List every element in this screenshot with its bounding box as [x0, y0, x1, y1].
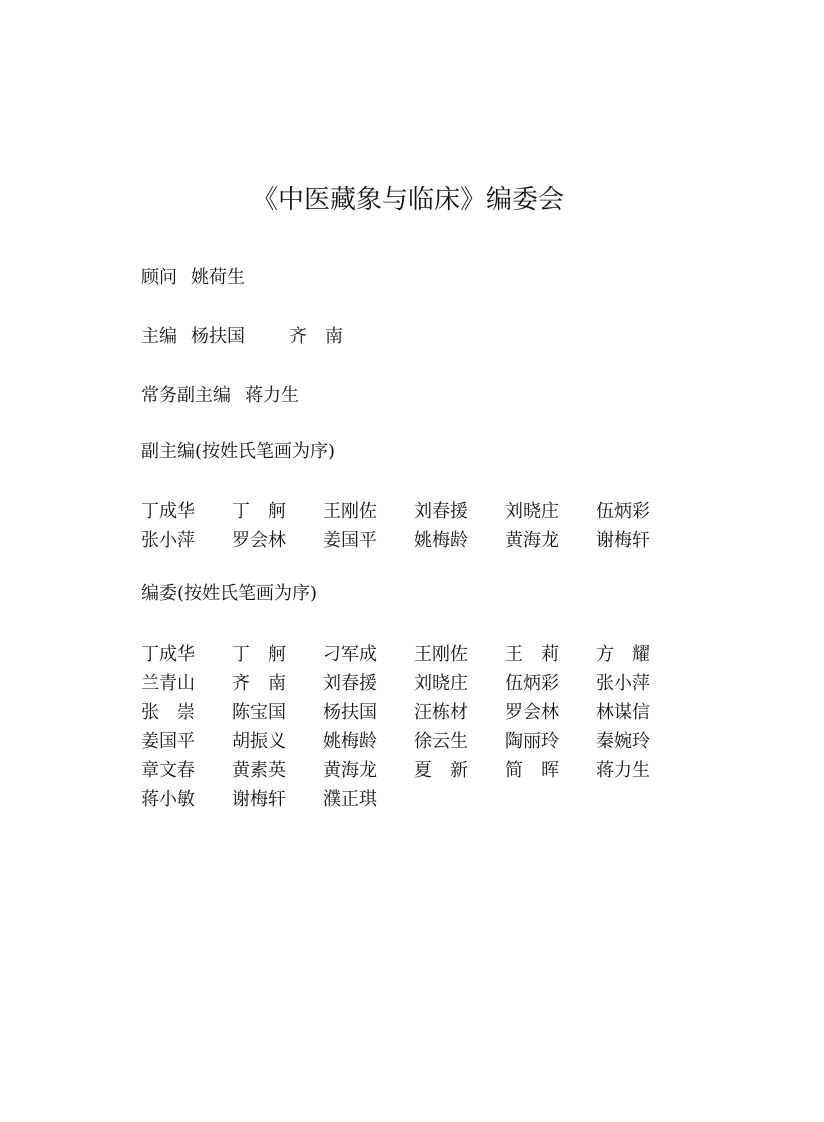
name-row: [141, 756, 687, 785]
name-cell: 秦婉玲: [596, 731, 650, 752]
executive-deputy-label: 常务副主编: [141, 385, 231, 406]
name-cell: 陶丽玲: [505, 731, 559, 752]
name-cell: 杨扶国: [323, 702, 377, 723]
name-row: [141, 727, 687, 756]
name-cell: 伍炳彩: [505, 673, 559, 694]
editorial-board-list: [141, 640, 687, 814]
deputy-editors-heading: 副主编(按姓氏笔画为序): [141, 441, 336, 462]
name-row: [141, 785, 687, 814]
name-cell: 兰青山: [141, 673, 195, 694]
name-cell: 黄海龙: [505, 530, 559, 551]
name-cell: 刘晓庄: [505, 501, 559, 522]
name-cell: 刘春援: [414, 501, 468, 522]
name-cell: 夏 新: [414, 760, 468, 781]
name-cell: 章文春: [141, 760, 195, 781]
name-cell: 林谋信: [596, 702, 650, 723]
name-cell: 齐 南: [232, 673, 286, 694]
name-row: [141, 669, 687, 698]
name-cell: 姜国平: [323, 530, 377, 551]
name-row: [141, 698, 687, 727]
name-cell: 姚梅龄: [323, 731, 377, 752]
chief-editor-name: 齐 南: [289, 326, 343, 347]
name-row: [141, 497, 687, 526]
name-cell: 简 晖: [505, 760, 559, 781]
name-cell: 刁军成: [323, 644, 377, 665]
name-cell: 张小萍: [141, 530, 195, 551]
name-cell: 丁成华: [141, 644, 195, 665]
advisor-line: [141, 266, 245, 290]
name-cell: 徐云生: [414, 731, 468, 752]
deputy-editors-list: [141, 497, 687, 555]
name-cell: 谢梅轩: [596, 530, 650, 551]
executive-deputy-name: 蒋力生: [245, 385, 299, 406]
name-cell: 姜国平: [141, 731, 195, 752]
name-row: [141, 526, 687, 555]
name-cell: 罗会林: [232, 530, 286, 551]
advisor-label: 顾问: [141, 267, 177, 288]
name-cell: 刘晓庄: [414, 673, 468, 694]
name-cell: 罗会林: [505, 702, 559, 723]
name-cell: 濮正琪: [323, 789, 377, 810]
name-cell: 黄海龙: [323, 760, 377, 781]
editorial-board-heading: 编委(按姓氏笔画为序): [141, 583, 318, 604]
executive-deputy-line: [141, 384, 299, 408]
chief-editor-line: [141, 325, 343, 349]
name-cell: 丁 舸: [232, 501, 286, 522]
name-cell: 伍炳彩: [596, 501, 650, 522]
name-row: [141, 640, 687, 669]
name-cell: 王刚佐: [323, 501, 377, 522]
name-cell: 姚梅龄: [414, 530, 468, 551]
page-title: 《中医藏象与临床》编委会: [252, 185, 565, 215]
name-cell: 汪栋材: [414, 702, 468, 723]
name-cell: 张小萍: [596, 673, 650, 694]
chief-editor-label: 主编: [141, 326, 177, 347]
name-cell: 方 耀: [596, 644, 650, 665]
advisor-name: 姚荷生: [191, 267, 245, 288]
chief-editor-name: 杨扶国: [191, 326, 245, 347]
name-cell: 刘春援: [323, 673, 377, 694]
name-cell: 张 崇: [141, 702, 195, 723]
name-cell: 丁成华: [141, 501, 195, 522]
name-cell: 陈宝国: [232, 702, 286, 723]
name-cell: 王 莉: [505, 644, 559, 665]
name-cell: 蒋力生: [596, 760, 650, 781]
name-cell: 蒋小敏: [141, 789, 195, 810]
name-cell: 黄素英: [232, 760, 286, 781]
name-cell: 谢梅轩: [232, 789, 286, 810]
name-cell: 王刚佐: [414, 644, 468, 665]
name-cell: 丁 舸: [232, 644, 286, 665]
name-cell: 胡振义: [232, 731, 286, 752]
